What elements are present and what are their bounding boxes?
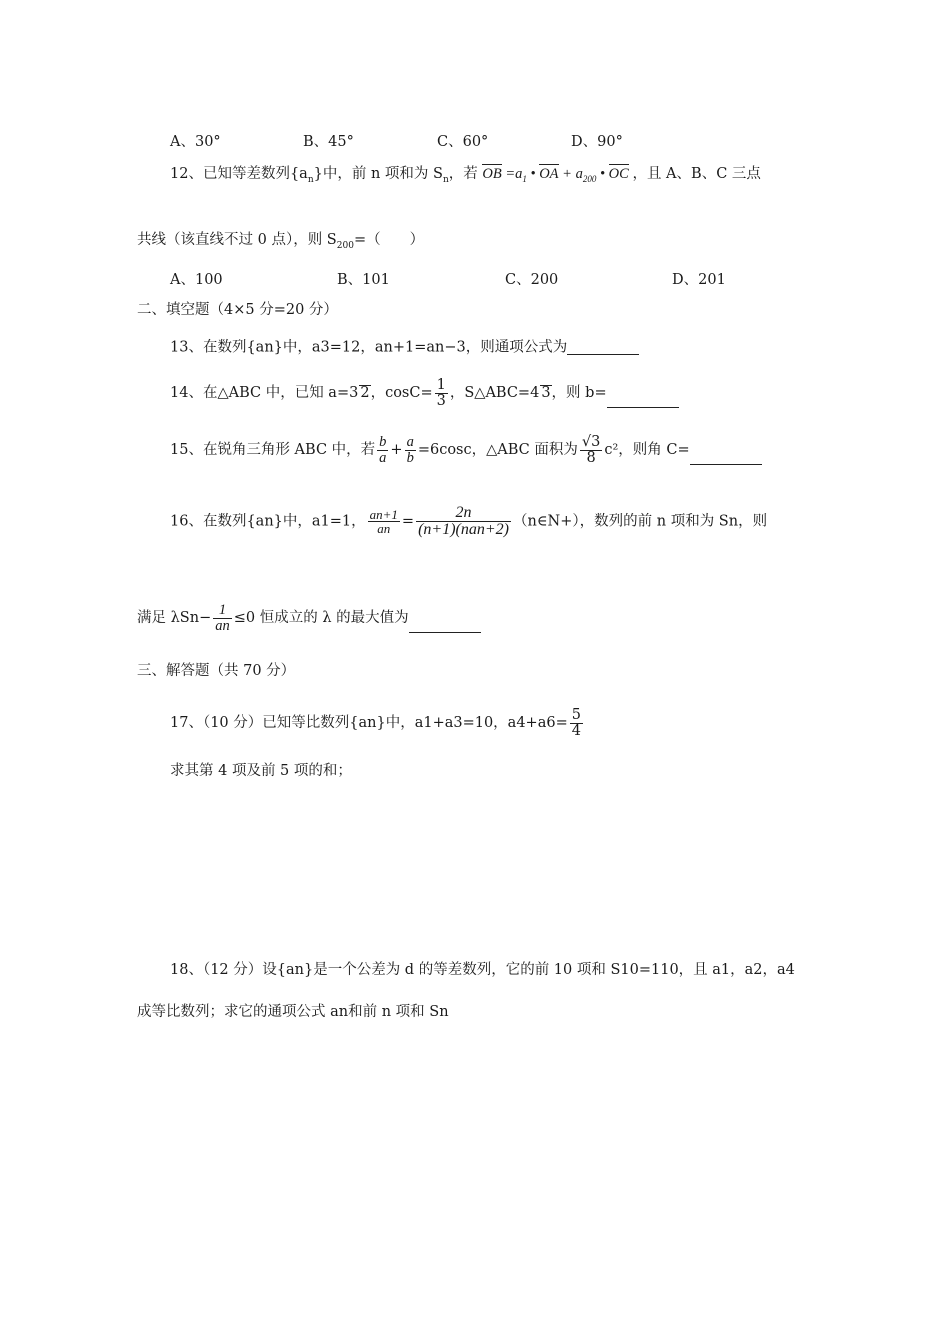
q15-ba-den: a [379,449,387,466]
q11-option-c: C、60° [437,134,489,150]
q15-frac-ba [377,435,388,465]
q18-line2: 成等比数列；求它的通项公式 an和前 n 项和 Sn [137,1004,449,1020]
q12-suffix: ，且 A、B、C 三点 [632,166,761,182]
q16-answer-blank[interactable] [409,618,481,633]
section-2-heading: 二、填空题（4×5 分=20 分） [137,302,338,318]
q17-pre: 17、（10 分）已知等比数列{an}中，a1+a3=10，a4+a6= [170,715,568,731]
q11-option-a: A、30° [170,134,221,150]
q12-mid: }中，前 n 项和为 S [313,166,443,182]
q17-line1 [170,708,585,738]
q12-line2 [137,233,424,251]
q15-pre: 15、在锐角三角形 ABC 中，若 [170,442,376,458]
q15-answer-blank[interactable] [690,450,762,465]
q15-area: ，△ABC 面积为 [471,442,578,458]
q14-s: ，S△ABC=4 [449,385,540,401]
q16-line1 [170,505,767,538]
q16-equals: = [401,513,415,530]
q17-line2: 求其第 4 项及前 5 项的和； [170,763,352,779]
q14-answer-blank[interactable] [607,393,679,408]
q11-option-d: D、90° [571,134,623,150]
q16-1an-den: an [215,617,230,634]
q12-option-a: A、100 [170,272,223,288]
q15-frac-ab [405,435,416,465]
q14-mid: ，cosC= [370,385,433,401]
q16-pre: 16、在数列{an}中，a1=1， [170,513,366,530]
q13-answer-blank[interactable] [567,340,639,355]
q16-1an-num: 1 [218,602,227,618]
q12-cont-sub: 200 [336,240,354,251]
q16-rhs-den: (n+1)(nan+2) [418,521,509,538]
q12-option-c: C、200 [505,272,559,288]
q12-vector-equation: OB $=a_1$ • OA + $a_{200}$ • OC [482,166,629,184]
q15-ba-num: b [379,434,387,450]
q17-frac [570,708,583,738]
q15-frac-area [580,435,602,465]
q14 [170,378,679,408]
q15-area-den: 8 [580,450,602,466]
q14-frac-num: 1 [436,377,446,393]
q13 [170,340,639,355]
q16-line2 [137,603,481,633]
q12-cont: 共线（该直线不过 0 点），则 S [137,232,337,248]
q16-frac-1-an [213,603,232,633]
q15-plus: + [390,442,403,458]
q16-rhs-num: 2n [455,504,472,521]
q13-text: 13、在数列{an}中，a3=12，an+1=an−3，则通项公式为 [170,339,568,356]
q14-sqrt3 [540,385,551,401]
q12-prefix: 12、已知等差数列{a [170,166,308,182]
q14-sqrt2-value: 2 [360,385,370,401]
q16-frac-ratio [368,508,400,535]
q18-line1: 18、（12 分）设{an}是一个公差为 d 的等差数列，它的前 10 项和 S10=110，且 a1，a2，a4 [170,962,795,978]
q15-ab-den: b [406,449,414,466]
q16-ratio-num: an+1 [369,507,398,522]
q17-frac-den: 4 [571,722,581,739]
q12-cont-end: =（ ） [353,232,425,248]
q12-line1: 12、已知等差数列$\{a_n\}$中，前 n 项和为 $S_n$，若 OB $=a_1$ • OA + $a_{200}$ • OC ，且 A、B、C 三点 [170,166,761,185]
q16-line2-end: ≤0 恒成立的 λ 的最大值为 [233,610,409,626]
q12-ruo: ，若 [448,166,478,182]
q16-cond: （n∈N+），数列的前 n 项和为 Sn，则 [512,513,768,530]
q14-sqrt2 [359,385,370,401]
q14-sqrt3-value: 3 [541,385,551,401]
q15-eq: =6cosc [417,442,472,458]
q12-option-b: B、101 [337,272,390,288]
q12-option-d: D、201 [672,272,726,288]
q14-end: ，则 b= [551,385,607,401]
q14-frac-den: 3 [436,392,446,409]
section-3-heading: 三、解答题（共 70 分） [137,663,296,679]
q15-ab-num: a [406,434,414,450]
q17-frac-num: 5 [571,707,581,723]
q16-frac-rhs [416,505,511,538]
q16-ratio-den: an [368,521,400,535]
q15-end: c²，则角 C= [604,442,690,458]
q15-area-num: √3 [581,434,601,450]
q15 [170,435,762,465]
q11-option-b: B、45° [303,134,354,150]
q16-line2-pre: 满足 λSn− [137,610,212,626]
q14-frac [435,378,448,408]
q14-pre: 14、在△ABC 中，已知 a=3 [170,385,359,401]
